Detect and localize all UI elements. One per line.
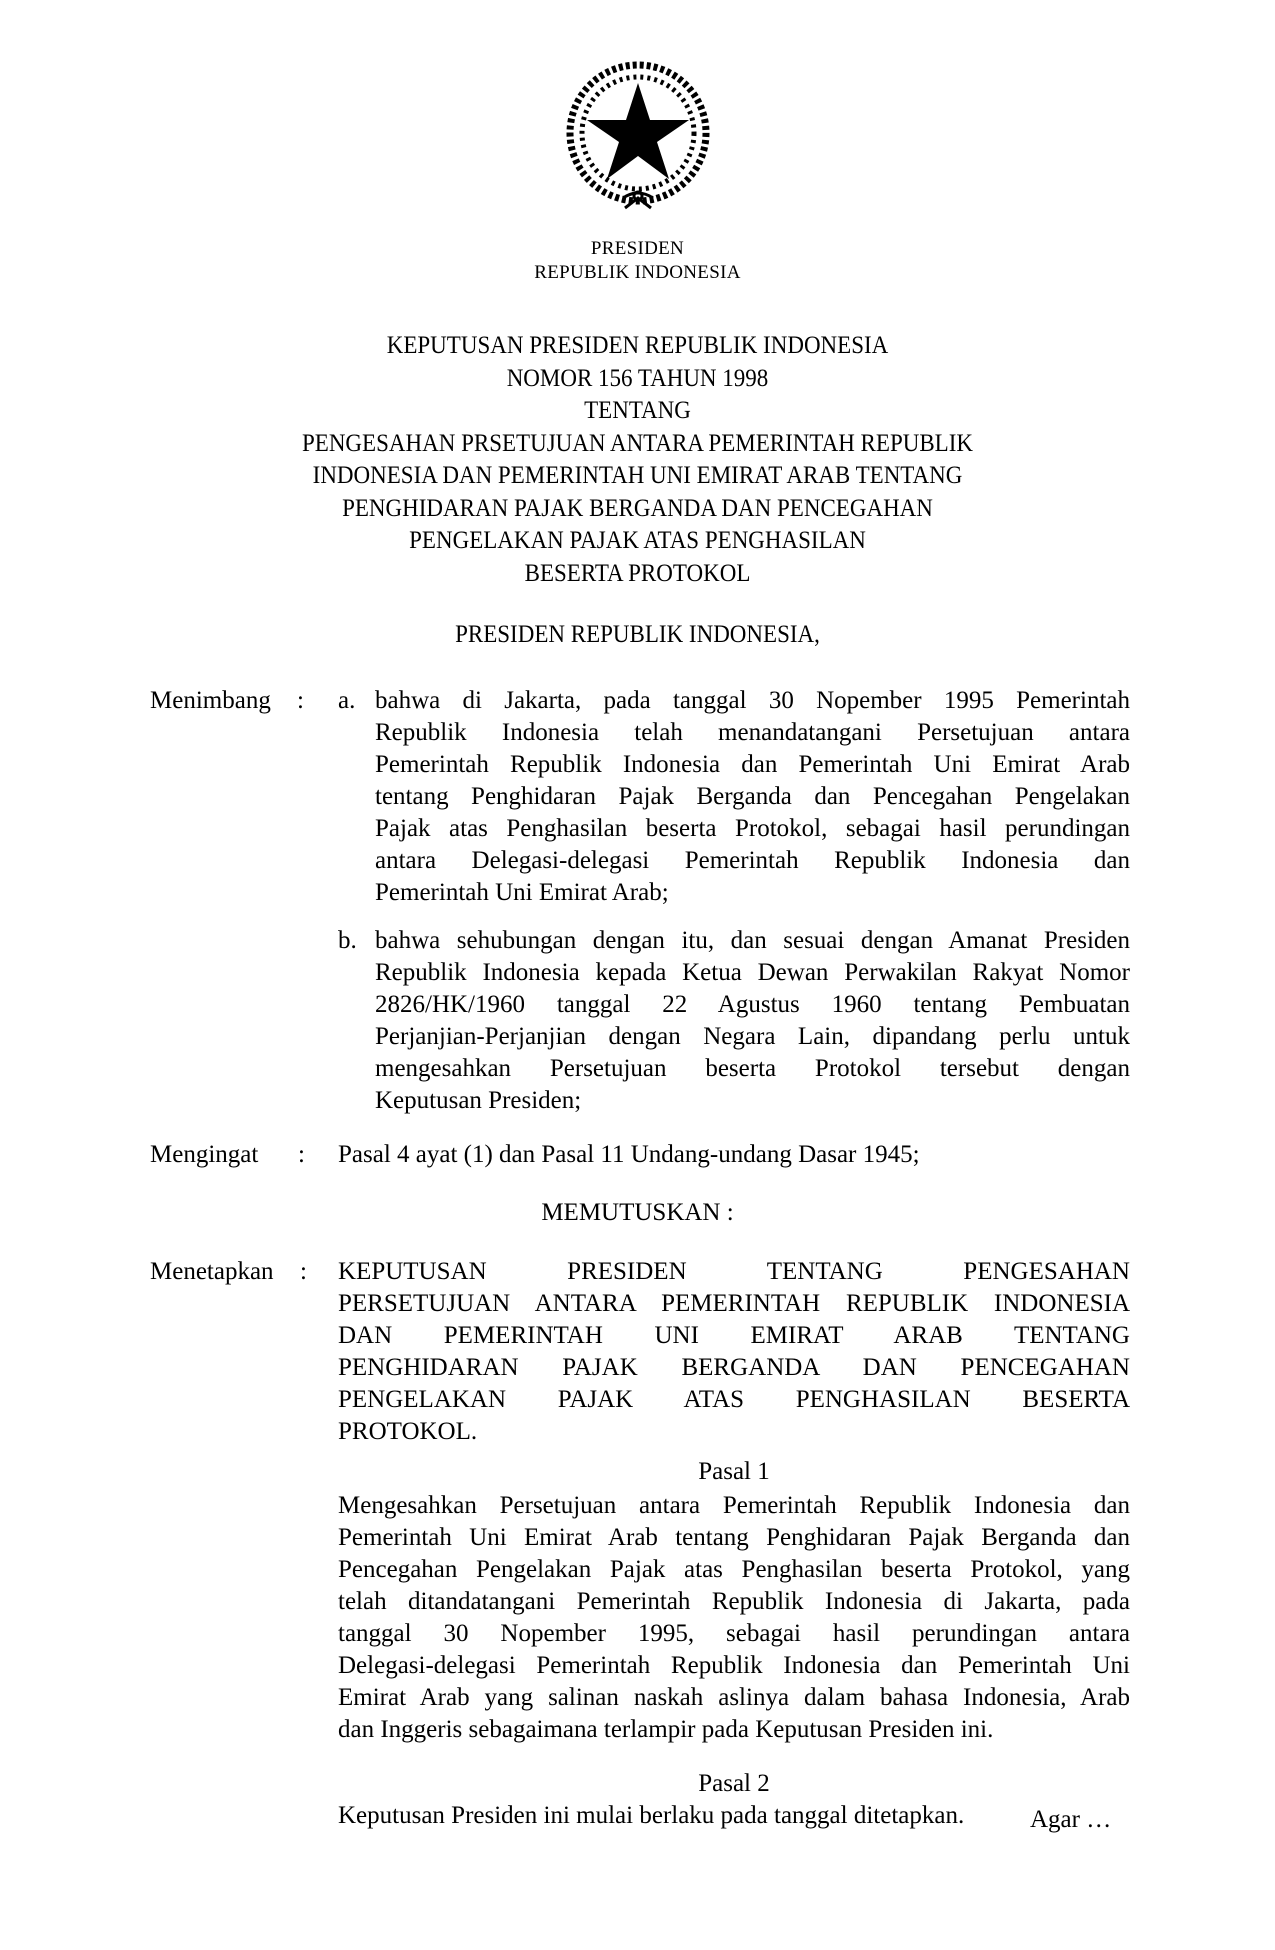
text-line: Pencegahan Pengelakan Pajak atas Penghasilan beserta Protokol, yang [338, 1556, 1130, 1583]
menimbang-item-a [375, 685, 1130, 909]
title-line: NOMOR 156 TAHUN 1998 [506, 364, 769, 392]
pasal-1-text [338, 1490, 1130, 1746]
menimbang-item-b-row [150, 925, 1130, 1125]
menimbang-section [150, 685, 1130, 915]
text-line: telah ditandatangani Pemerintah Republik Indonesia di Jakarta, pada [338, 1588, 1130, 1615]
title-line: PENGHIDARAN PAJAK BERGANDA DAN PENCEGAHAN [342, 494, 933, 522]
text-line: 2826/HK/1960 tanggal 22 Agustus 1960 tentang Pembuatan [375, 991, 1130, 1018]
mengingat-text: Pasal 4 ayat (1) dan Pasal 11 Undang-undang Dasar 1945; [338, 1141, 920, 1168]
text-line: Delegasi-delegasi Pemerintah Republik Indonesia dan Pemerintah Uni [338, 1652, 1130, 1679]
text-line: mengesahkan Persetujuan beserta Protokol tersebut dengan [375, 1055, 1130, 1082]
text-line: Pemerintah Uni Emirat Arab tentang Penghidaran Pajak Berganda dan [338, 1524, 1130, 1551]
issuer-line: PRESIDEN REPUBLIK INDONESIA, [455, 621, 820, 648]
text-line: dan Inggeris sebagaimana terlampir pada Keputusan Presiden ini. [338, 1716, 994, 1743]
menetapkan-text [338, 1256, 1130, 1448]
colon: : [298, 1141, 305, 1168]
title-line: PENGESAHAN PRSETUJUAN ANTARA PEMERINTAH REPUBLIK [301, 429, 974, 457]
menetapkan-label: Menetapkan [150, 1258, 274, 1285]
text-line: DAN PEMERINTAH UNI EMIRAT ARAB TENTANG [338, 1322, 1130, 1349]
item-letter-b: b. [338, 927, 357, 954]
item-letter-a: a. [338, 687, 356, 714]
text-line: Keputusan Presiden ini mulai berlaku pada tanggal ditetapkan. [338, 1802, 965, 1829]
text-line: Mengesahkan Persetujuan antara Pemerintah Republik Indonesia dan [338, 1492, 1130, 1519]
menimbang-label: Menimbang [150, 687, 271, 714]
text-line: PENGHIDARAN PAJAK BERGANDA DAN PENCEGAHAN [338, 1354, 1130, 1381]
colon: : [300, 1258, 307, 1285]
text-line: Republik Indonesia telah menandatangani Persetujuan antara [375, 719, 1130, 746]
text-line: PROTOKOL. [338, 1418, 478, 1445]
mengingat-section [150, 1139, 1130, 1171]
text-line: tentang Penghidaran Pajak Berganda dan Pencegahan Pengelakan [375, 783, 1130, 810]
title-line: PENGELAKAN PAJAK ATAS PENGHASILAN [409, 527, 866, 554]
pasal-1-heading: Pasal 1 [698, 1458, 770, 1485]
text-line: PERSETUJUAN ANTARA PEMERINTAH REPUBLIK INDONESIA [338, 1290, 1130, 1317]
decree-title [51, 330, 1224, 590]
text-line: Pajak atas Penghasilan beserta Protokol, sebagai hasil perundingan [375, 815, 1130, 842]
text-line: KEPUTUSAN PRESIDEN TENTANG PENGESAHAN [338, 1258, 1130, 1285]
title-line: INDONESIA DAN PEMERINTAH UNI EMIRAT ARAB TENTANG [312, 462, 963, 489]
text-line: Pemerintah Uni Emirat Arab; [375, 879, 669, 906]
text-line: Emirat Arab yang salinan naskah aslinya dalam bahasa Indonesia, Arab [338, 1684, 1130, 1711]
text-line: antara Delegasi-delegasi Pemerintah Republik Indonesia dan [375, 847, 1130, 874]
colon: : [297, 687, 304, 714]
mengingat-label: Mengingat [150, 1141, 259, 1168]
text-line: Republik Indonesia kepada Ketua Dewan Perwakilan Rakyat Nomor [375, 959, 1130, 986]
text-line: tanggal 30 Nopember 1995, sebagai hasil perundingan antara [338, 1620, 1130, 1647]
title-line: KEPUTUSAN PRESIDEN REPUBLIK INDONESIA [386, 332, 889, 359]
continuation-marker: Agar … [1030, 1806, 1112, 1833]
header-republik-indonesia: REPUBLIK INDONESIA [534, 262, 741, 283]
header-presiden: PRESIDEN [590, 238, 685, 259]
text-line: bahwa di Jakarta, pada tanggal 30 Nopember 1995 Pemerintah [375, 687, 1130, 714]
menimbang-item-b [375, 925, 1130, 1117]
pasal-2-heading: Pasal 2 [698, 1770, 770, 1797]
text-line: bahwa sehubungan dengan itu, dan sesuai dengan Amanat Presiden [375, 927, 1130, 954]
pasal-2-text [338, 1772, 1130, 1832]
menetapkan-section [150, 1256, 1130, 1456]
presidential-emblem-icon [553, 58, 723, 218]
text-line: PENGELAKAN PAJAK ATAS PENGHASILAN BESERTA [338, 1386, 1130, 1413]
text-line: Pemerintah Republik Indonesia dan Pemerintah Uni Emirat Arab [375, 751, 1130, 778]
title-line: TENTANG [584, 397, 691, 424]
memutuskan-heading: MEMUTUSKAN : [541, 1199, 734, 1226]
text-line: Perjanjian-Perjanjian dengan Negara Lain, dipandang perlu untuk [375, 1023, 1130, 1050]
text-line: Keputusan Presiden; [375, 1087, 582, 1114]
title-line: BESERTA PROTOKOL [524, 559, 751, 587]
